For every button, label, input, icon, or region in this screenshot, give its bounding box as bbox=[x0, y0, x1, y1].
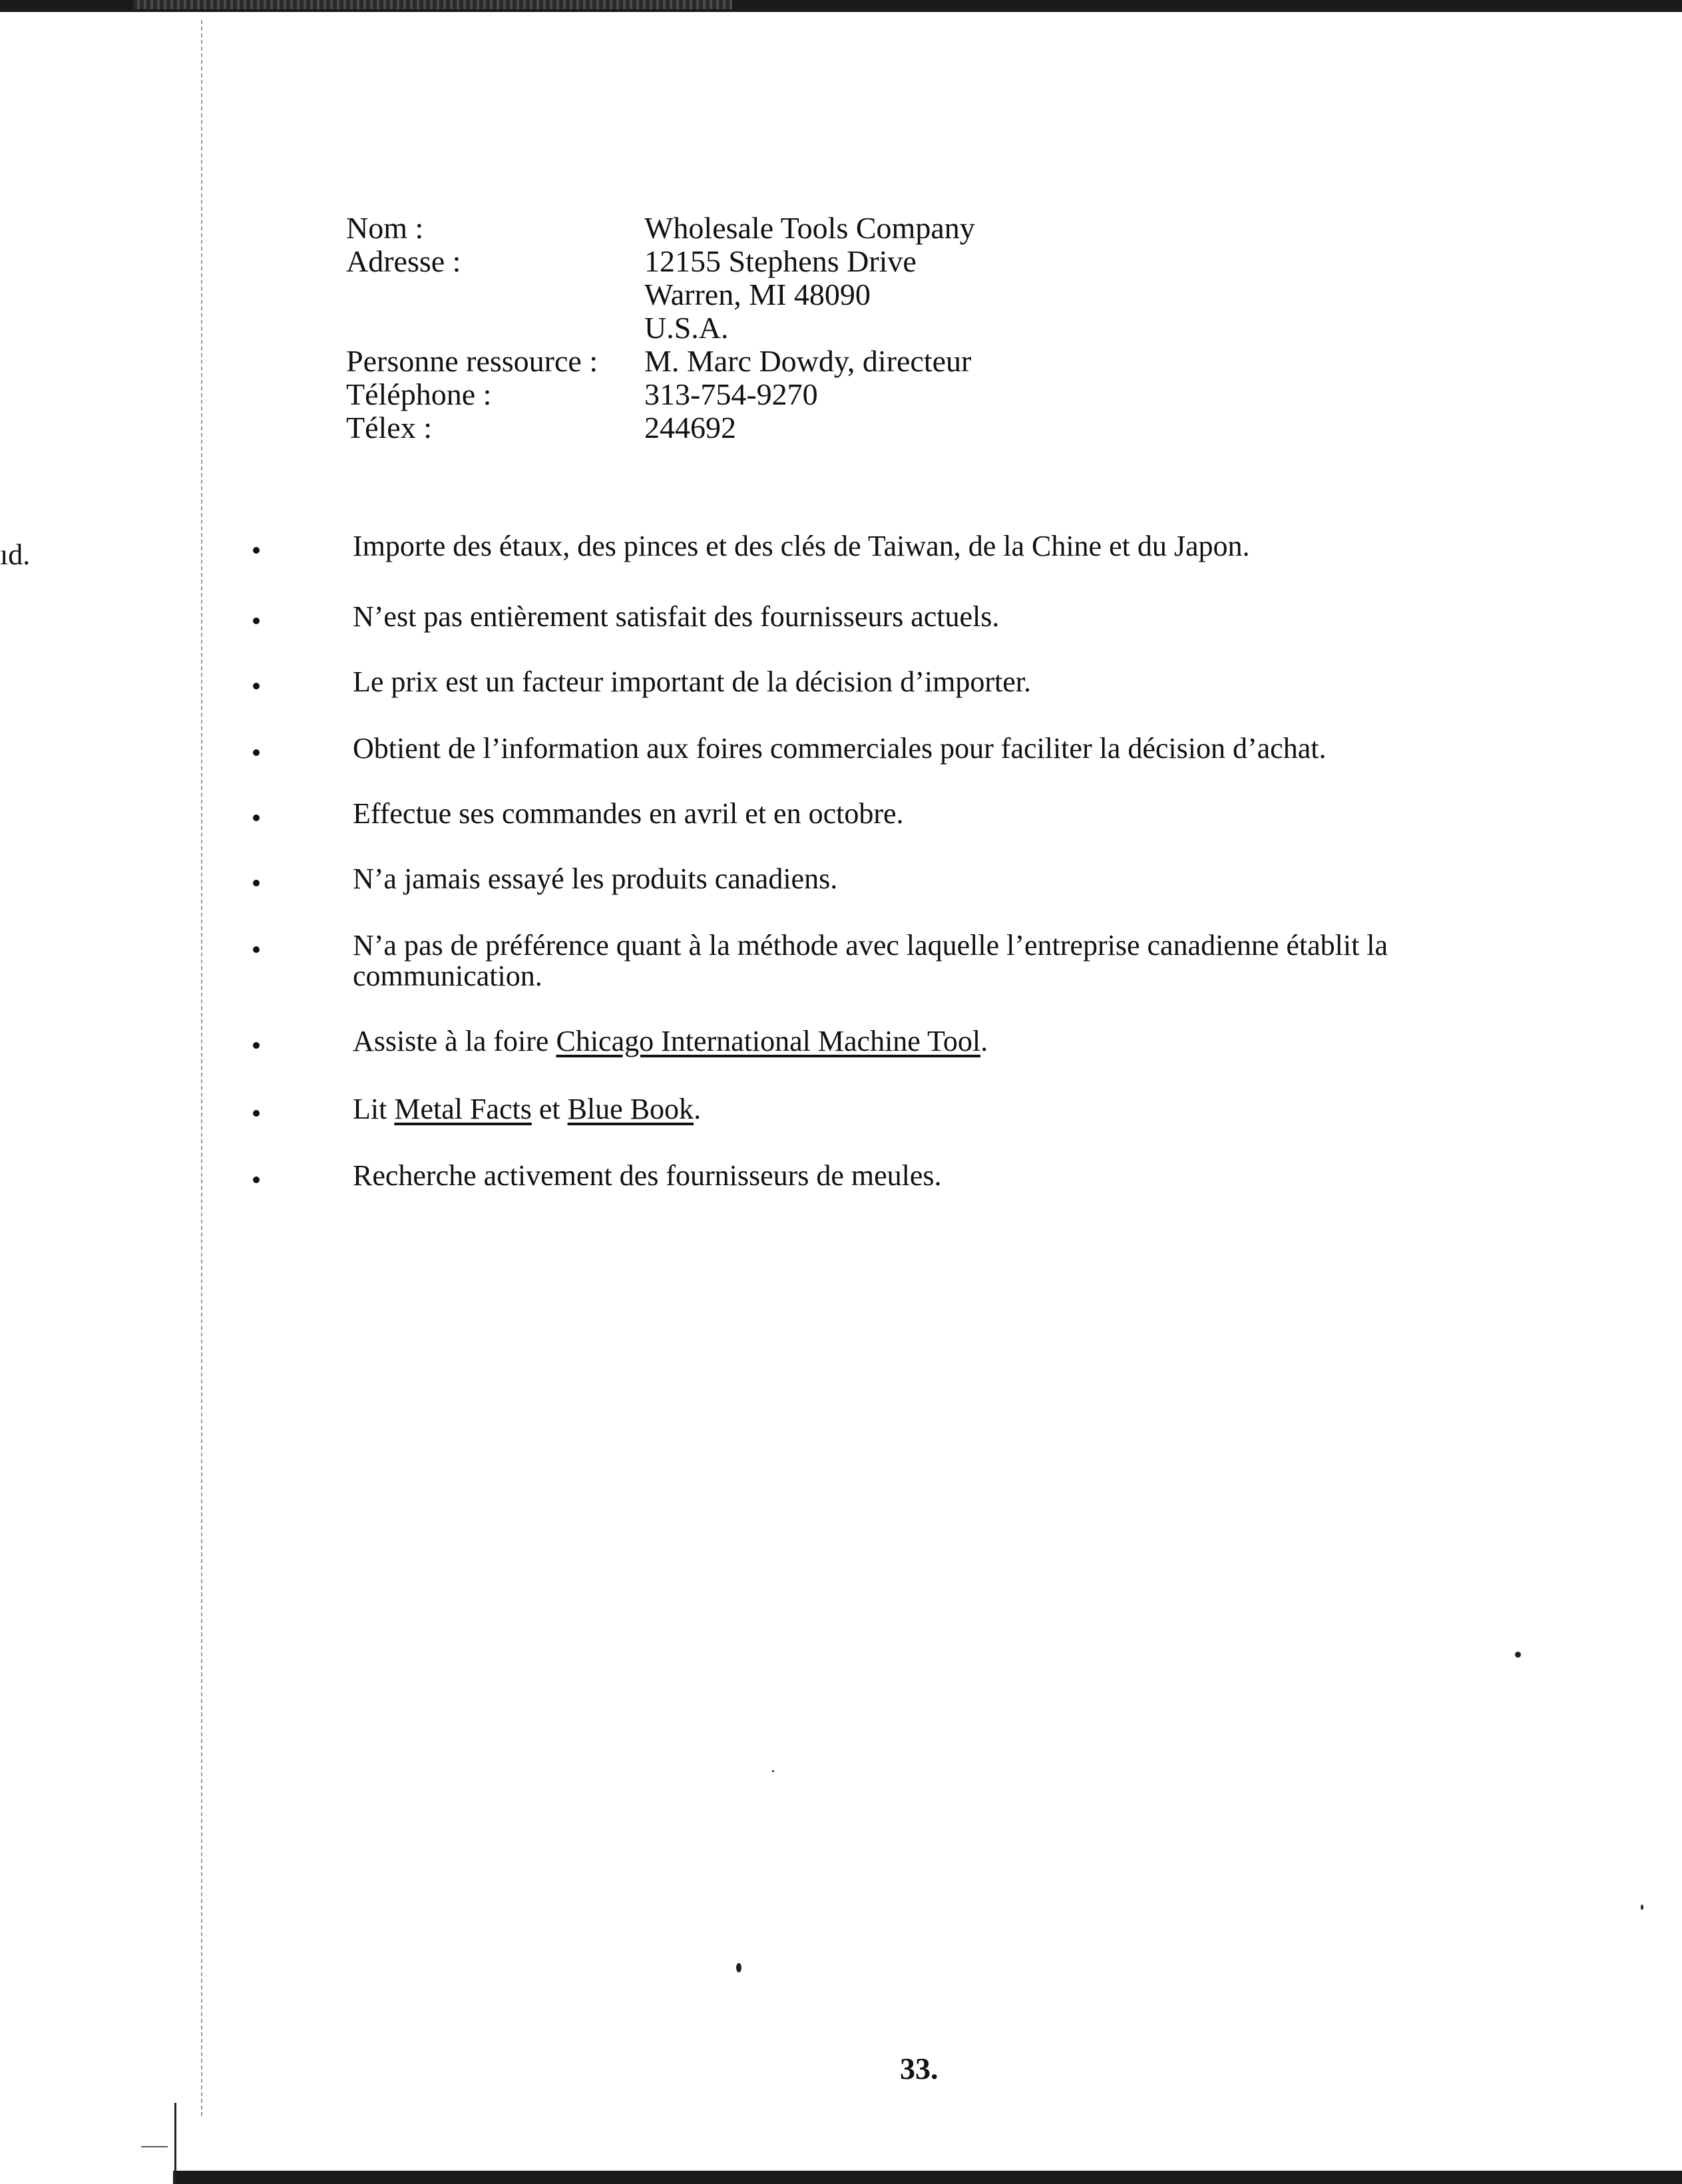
text-prefix: Lit bbox=[353, 1093, 395, 1125]
address-country: U.S.A. bbox=[644, 311, 729, 345]
publication-title: Metal Facts bbox=[394, 1093, 532, 1125]
contact-label: Adresse : bbox=[346, 244, 461, 278]
bullet-dot-icon bbox=[253, 1177, 260, 1183]
contact-person: M. Marc Dowdy, directeur bbox=[644, 344, 972, 378]
contact-row-address bbox=[346, 245, 975, 278]
scan-speck bbox=[1641, 1905, 1643, 1910]
scan-edge-top bbox=[0, 0, 1682, 12]
trade-show-name: Chicago International Machine Tool bbox=[556, 1025, 981, 1057]
text-prefix: Assiste à la foire bbox=[353, 1025, 556, 1057]
binding-margin-line-dark bbox=[174, 2103, 176, 2184]
list-item-text bbox=[353, 930, 1564, 992]
scan-edge-bottom bbox=[173, 2171, 1682, 2184]
text-suffix: . bbox=[694, 1093, 702, 1125]
list-item-text bbox=[353, 1026, 1564, 1057]
list-item-text-line2: communication. bbox=[353, 960, 542, 992]
scan-speck bbox=[736, 1963, 741, 1972]
list-item-text: Obtient de l’information aux foires commerciales pour faciliter la décision d’achat. bbox=[353, 732, 1327, 765]
cropped-margin-text: ıd. bbox=[0, 538, 31, 571]
publication-title: Blue Book bbox=[567, 1093, 694, 1125]
contact-label bbox=[346, 311, 644, 345]
contact-row-phone bbox=[346, 378, 975, 411]
margin-tick-mark bbox=[141, 2146, 168, 2147]
contact-row-city bbox=[346, 278, 975, 311]
list-item-text: Le prix est un facteur important de la décision d’importer. bbox=[353, 665, 1032, 698]
contact-label: Téléphone : bbox=[346, 377, 492, 411]
company-name: Wholesale Tools Company bbox=[644, 211, 975, 245]
text-mid: et bbox=[531, 1093, 568, 1125]
bullet-dot-icon bbox=[253, 1110, 260, 1117]
scan-speck bbox=[1515, 1652, 1521, 1658]
bullet-dot-icon bbox=[253, 1042, 260, 1049]
contact-label: Télex : bbox=[346, 411, 432, 445]
bullet-dot-icon bbox=[253, 749, 260, 756]
bullet-dot-icon bbox=[253, 683, 260, 689]
text-suffix: . bbox=[980, 1025, 988, 1057]
bullet-dot-icon bbox=[253, 946, 260, 953]
contact-block bbox=[346, 212, 975, 445]
scan-edge-texture bbox=[133, 0, 732, 9]
contact-row-name bbox=[346, 212, 975, 245]
phone-number: 313-754-9270 bbox=[644, 377, 818, 411]
contact-label: Nom : bbox=[346, 211, 424, 245]
scan-speck bbox=[772, 1770, 774, 1772]
binding-margin-line bbox=[201, 20, 202, 2116]
contact-label: Personne ressource : bbox=[346, 344, 598, 378]
bullet-dot-icon bbox=[253, 547, 260, 554]
list-item-text: Effectue ses commandes en avril et en octobre. bbox=[353, 797, 904, 830]
contact-label bbox=[346, 278, 644, 311]
list-item-text: Importe des étaux, des pinces et des clés de Taiwan, de la Chine et du Japon. bbox=[353, 530, 1250, 562]
contact-row-country bbox=[346, 311, 975, 345]
contact-row-person bbox=[346, 345, 975, 378]
address-street: 12155 Stephens Drive bbox=[644, 244, 917, 278]
list-item-text: Recherche activement des fournisseurs de meules. bbox=[353, 1159, 942, 1192]
telex-number: 244692 bbox=[644, 411, 736, 445]
list-item-text: N’a jamais essayé les produits canadiens. bbox=[353, 862, 838, 895]
list-item-text-line1: N’a pas de préférence quant à la méthode avec laquelle l’entreprise canadienne établit la bbox=[353, 929, 1388, 962]
bullet-dot-icon bbox=[253, 880, 260, 886]
contact-row-telex bbox=[346, 411, 975, 445]
list-item-text bbox=[353, 1094, 1564, 1125]
bullet-dot-icon bbox=[253, 815, 260, 821]
page-number: 33. bbox=[900, 2052, 939, 2086]
list-item-text: N’est pas entièrement satisfait des fournisseurs actuels. bbox=[353, 600, 1000, 633]
address-city: Warren, MI 48090 bbox=[644, 277, 871, 311]
bullet-dot-icon bbox=[253, 618, 260, 624]
